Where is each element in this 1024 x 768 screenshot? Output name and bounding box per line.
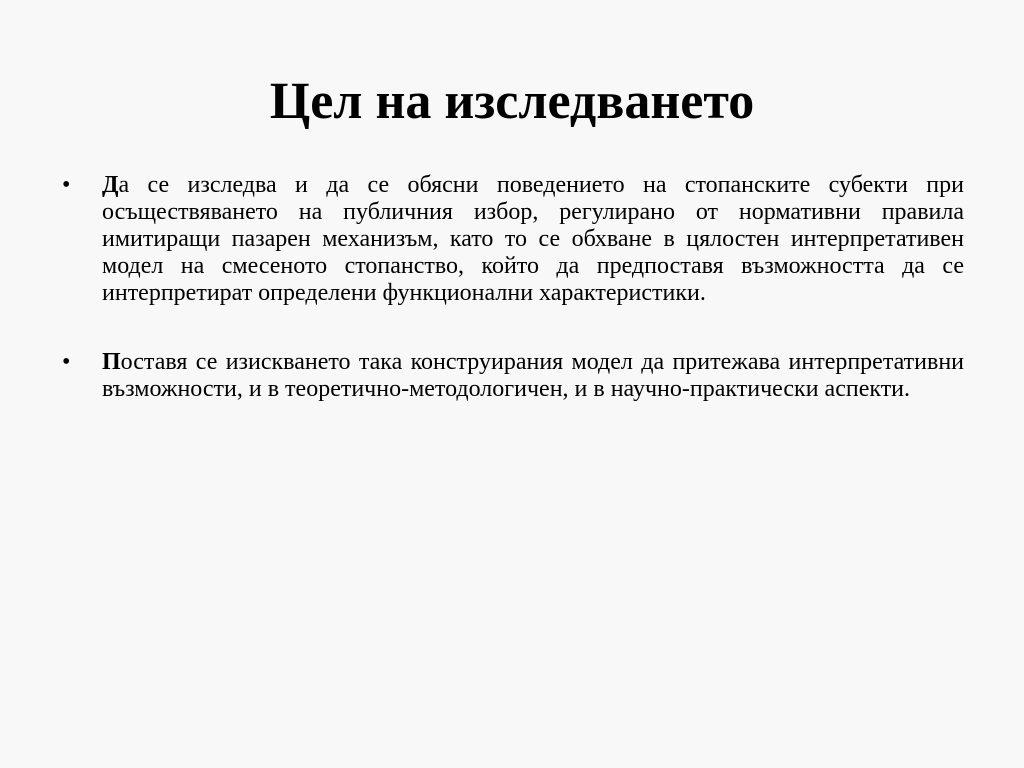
bullet-item bbox=[62, 172, 964, 307]
bullet-list bbox=[62, 172, 964, 403]
bullet-item bbox=[62, 349, 964, 403]
bullet-marker: • bbox=[62, 349, 71, 375]
bullet-marker: • bbox=[62, 172, 71, 198]
bullet-text: оставя се изискването така конструирания модел да притежава интерпретативни възможности, и в теоретично-методологичен, и в научно-практически аспекти. bbox=[102, 349, 964, 402]
bullet-text: а се изследва и да се обясни поведението на стопанските субекти при осъществяването на публичния избор, регулирано от нормативни правила имитиращи пазарен механизъм, като то се обхване в цялостен интерпретативен модел на смесеното стопанство, който да предпоставя възможността да се интерпретират определени функционални характеристики. bbox=[102, 172, 964, 306]
bullet-lead-letter: Д bbox=[102, 172, 119, 198]
slide-title: Цел на изследването bbox=[269, 73, 755, 130]
bullet-lead-letter: П bbox=[102, 349, 121, 375]
